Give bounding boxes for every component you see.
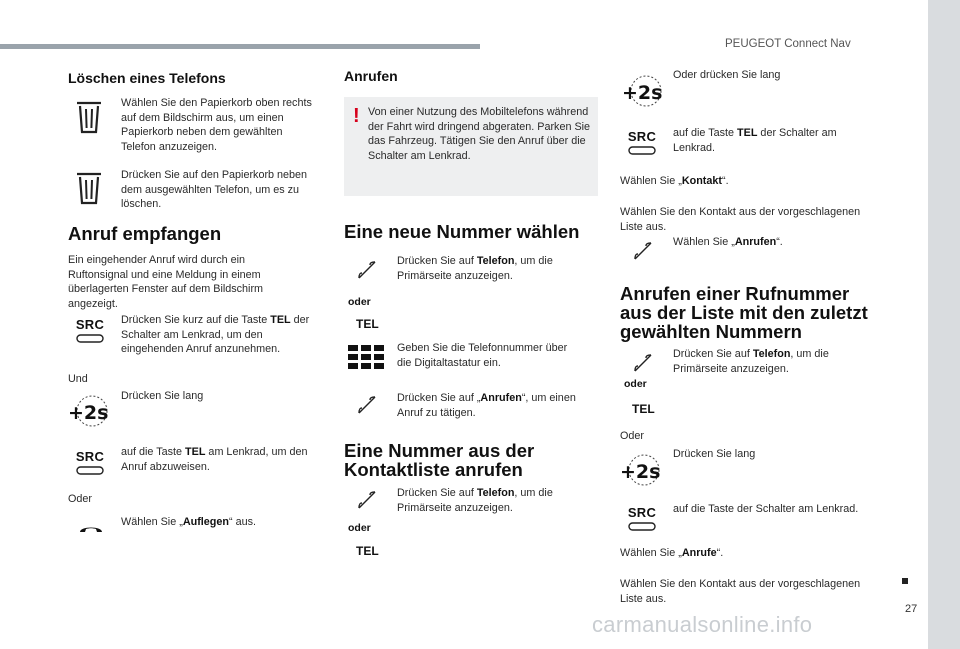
oder-label-small: oder	[348, 522, 371, 534]
select-anrufen-step: Wählen Sie „Anrufen“.	[673, 236, 783, 248]
warning-box	[344, 97, 598, 196]
svg-text:+2s: +2s	[620, 461, 661, 483]
delete-phone-title: Löschen eines Telefons	[68, 70, 226, 86]
select-contact-step: Wählen Sie den Kontakt aus der vorgeschlagenen Liste aus.	[620, 206, 861, 233]
receive-call-title: Anruf empfangen	[68, 223, 222, 244]
press-long-text: Drücken Sie lang	[673, 448, 756, 460]
tel-label: TEL	[356, 317, 379, 331]
long-press-icon	[618, 454, 662, 493]
watermark: carmanualsonline.info	[592, 612, 813, 637]
press-anrufen-step: Drücken Sie auf „Anrufen“, um einen Anruf zu tätigen.	[397, 392, 576, 419]
src-button-icon: SRC	[72, 318, 108, 343]
or-press-long-text: Oder drücken Sie lang	[673, 69, 781, 81]
phone-icon	[356, 394, 378, 421]
press-long-text: Drücken Sie lang	[121, 390, 204, 402]
page-number: 27	[905, 603, 918, 615]
select-kontakt-step: Wählen Sie „Kontakt“.	[620, 175, 729, 187]
und-label: Und	[68, 373, 88, 385]
press-telefon-step-2: Drücken Sie auf Telefon, um die Primärseite anzuzeigen.	[397, 487, 553, 514]
page-edge-band	[928, 0, 960, 649]
oder-label: Oder	[620, 430, 645, 442]
warning-text: Von einer Nutzung des Mobiltelefons während der Fahrt wird dringend abgeraten. Parken Sie das Fahrzeug. Tätigen Sie den Anruf über die Schalter am Lenkrad.	[368, 106, 591, 162]
long-press-icon	[620, 75, 664, 114]
keypad-icon	[348, 345, 386, 378]
tel-label: TEL	[632, 402, 655, 416]
enter-number-step: Geben Sie die Telefonnummer über die Digitaltastatur ein.	[397, 342, 568, 369]
reject-call-step: auf die Taste TEL am Lenkrad, um den Anruf abzuweisen.	[121, 446, 308, 473]
answer-call-step: Drücken Sie kurz auf die Taste TEL der Schalter am Lenkrad, um den eingehenden Anruf anzunehmen.	[121, 314, 310, 355]
oder-label-small: oder	[348, 296, 371, 308]
phone-icon	[356, 259, 378, 286]
tel-button-step: auf die Taste der Schalter am Lenkrad.	[673, 503, 859, 515]
new-number-title: Eine neue Nummer wählen	[344, 221, 580, 242]
long-press-icon	[66, 395, 110, 434]
src-button-icon: SRC	[72, 450, 108, 475]
tel-label: TEL	[356, 544, 379, 558]
phone-icon	[632, 240, 654, 267]
phone-icon	[356, 489, 378, 516]
select-contact-step-2: Wählen Sie den Kontakt aus der vorgeschlagenen Liste aus.	[620, 578, 861, 605]
phone-icon	[632, 352, 654, 379]
src-button-icon: SRC	[624, 130, 660, 155]
select-anrufe-step: Wählen Sie „Anrufe“.	[620, 547, 724, 559]
svg-text:+2s: +2s	[68, 402, 109, 424]
select-hangup-step: Wählen Sie „Auflegen“ aus.	[121, 516, 257, 528]
tel-switch-step: auf die Taste TEL der Schalter am Lenkrad.	[673, 127, 837, 154]
header-label: PEUGEOT Connect Nav	[725, 38, 851, 50]
trash-icon	[76, 171, 102, 210]
svg-text:+2s: +2s	[622, 82, 663, 104]
contact-list-title: Eine Nummer aus der Kontaktliste anrufen	[344, 440, 535, 480]
press-telefon-step-3: Drücken Sie auf Telefon, um die Primärseite anzuzeigen.	[673, 348, 829, 375]
press-telefon-step: Drücken Sie auf Telefon, um die Primärseite anzuzeigen.	[397, 255, 553, 282]
warning-icon: !	[353, 105, 360, 127]
src-button-icon: SRC	[624, 506, 660, 531]
receive-call-intro: Ein eingehender Anruf wird durch ein Ruftonsignal und eine Meldung in einem überlagerten Fenster auf dem Bildschirm angezeigt.	[68, 254, 264, 310]
continuation-marker	[902, 578, 908, 584]
recent-numbers-title: Anrufen einer Rufnummer aus der Liste mit den zuletzt gewählten Nummern	[620, 283, 868, 342]
delete-step-1: Wählen Sie den Papierkorb oben rechts auf dem Bildschirm aus, um einen Papierkorb neben dem gewählten Telefon anzuzeigen.	[121, 97, 312, 153]
hang-up-icon	[78, 522, 104, 540]
header-rule	[0, 44, 480, 49]
trash-icon	[76, 100, 102, 139]
calls-title: Anrufen	[344, 68, 398, 84]
oder-label: Oder	[68, 493, 93, 505]
delete-step-2: Drücken Sie auf den Papierkorb neben dem ausgewählten Telefon, um es zu löschen.	[121, 169, 308, 210]
oder-label-small: oder	[624, 378, 647, 390]
